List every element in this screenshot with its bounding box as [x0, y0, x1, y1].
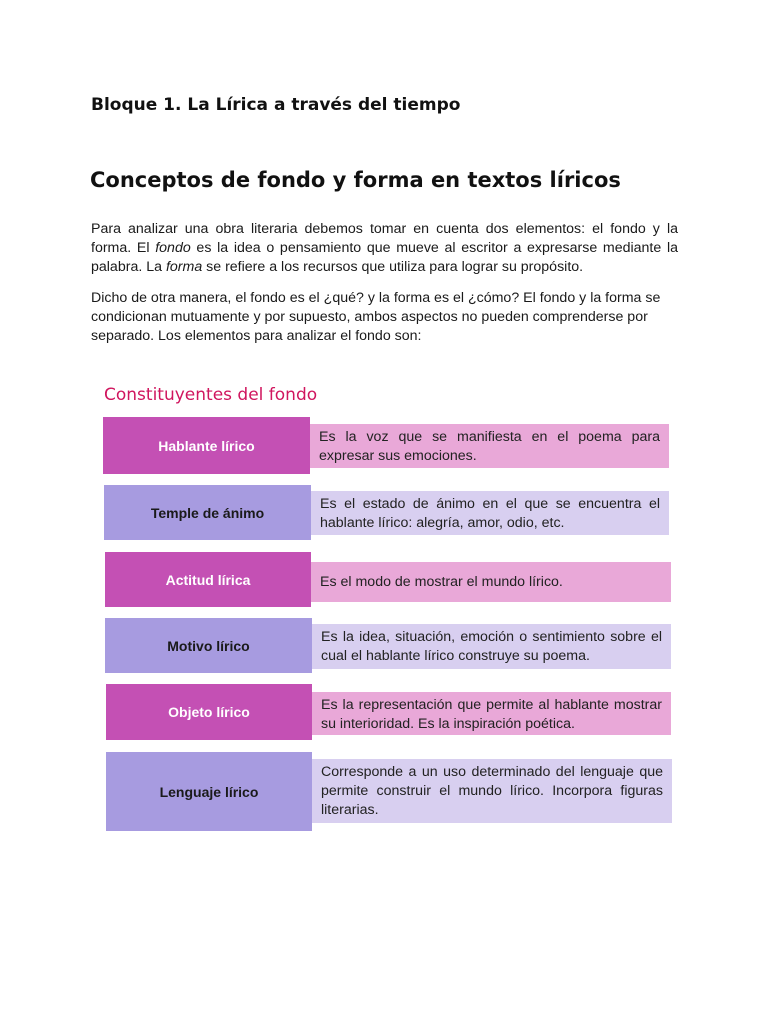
diagram-heading: Constituyentes del fondo	[104, 385, 318, 405]
fondo-term: fondo	[155, 240, 191, 256]
row-description: Es la voz que se manifiesta en el poema para expresar sus emociones.	[310, 424, 669, 468]
intro-paragraph	[91, 220, 678, 277]
row-label: Lenguaje lírico	[106, 752, 312, 831]
page-title: Conceptos de fondo y forma en textos líricos	[90, 168, 621, 192]
forma-term: forma	[165, 259, 203, 275]
row-label: Hablante lírico	[103, 417, 310, 474]
row-description: Es el modo de mostrar el mundo lírico.	[311, 562, 671, 602]
row-label: Objeto lírico	[106, 684, 312, 740]
row-description: Es el estado de ánimo en el que se encuentra el hablante lírico: alegría, amor, odio, etc.	[311, 491, 669, 535]
intro-text-3: se refiere a los recursos que utiliza para lograr su propósito.	[202, 259, 584, 275]
second-paragraph: Dicho de otra manera, el fondo es el ¿qué? y la forma es el ¿cómo? El fondo y la forma se condicionan mutuamente y por supuesto, ambos aspectos no pueden comprenderse por separado. Los elementos para analizar el fondo son:	[91, 290, 661, 344]
row-label: Actitud lírica	[105, 552, 311, 607]
block-title: Bloque 1. La Lírica a través del tiempo	[91, 95, 461, 115]
intro-text-1: Para analizar una obra literaria debemos tomar en cuenta dos elementos: el fondo y la forma. El	[91, 221, 678, 256]
row-label: Temple de ánimo	[104, 485, 311, 540]
row-description: Es la idea, situación, emoción o sentimiento sobre el cual el hablante lírico construye su poema.	[312, 624, 671, 669]
row-description: Es la representación que permite al hablante mostrar su interioridad. Es la inspiración poética.	[312, 692, 671, 735]
row-label: Motivo lírico	[105, 618, 312, 673]
row-description: Corresponde a un uso determinado del lenguaje que permite construir el mundo lírico. Incorpora figuras literarias.	[312, 759, 672, 823]
intro-text-2: es la idea o pensamiento que mueve al escritor a expresarse mediante la palabra. La	[91, 240, 678, 275]
